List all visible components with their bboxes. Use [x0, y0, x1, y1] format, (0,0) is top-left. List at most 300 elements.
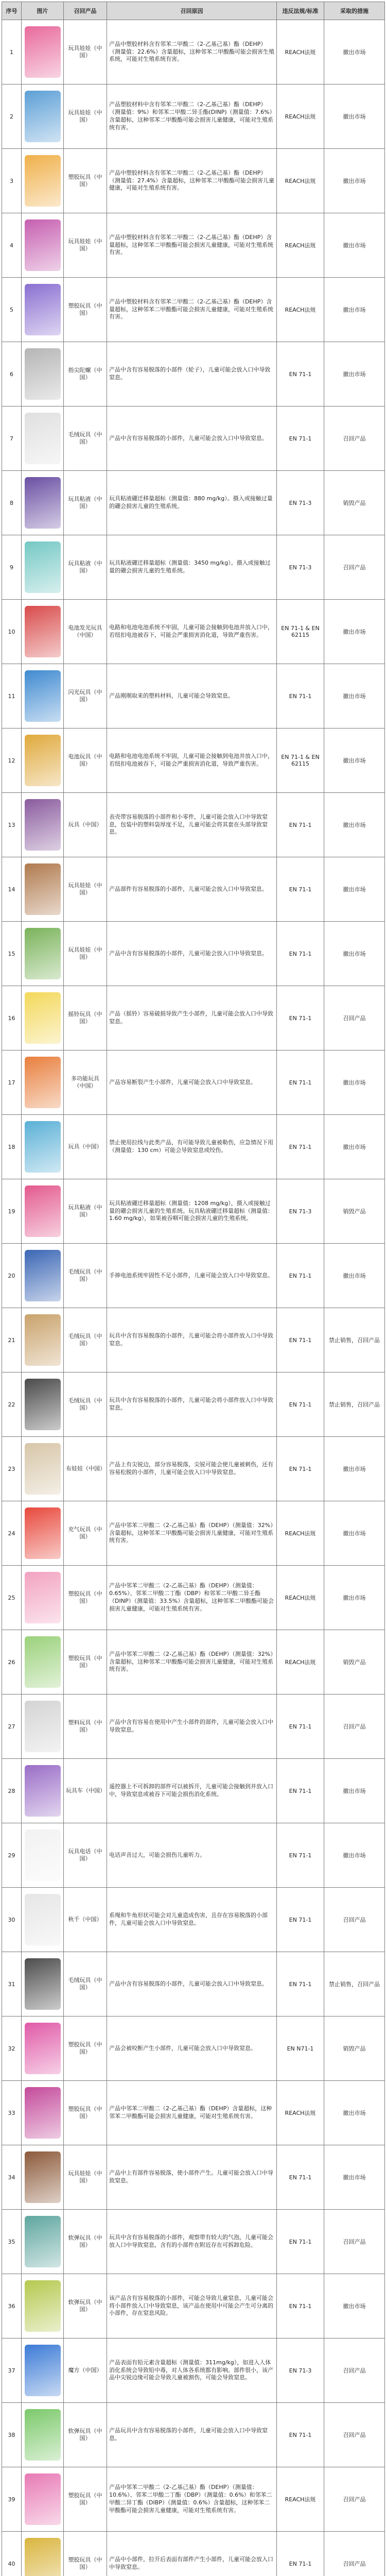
product-image-cell [22, 2467, 64, 2532]
measure-taken: 召回产品 [324, 2210, 385, 2274]
product-name: 塑料玩具（中国） [64, 1694, 107, 1759]
product-image-cell [22, 922, 64, 986]
violated-standard: EN 71-1 [277, 1437, 324, 1501]
table-row [2, 1437, 385, 1501]
row-number: 35 [2, 2210, 22, 2274]
row-number: 32 [2, 2016, 22, 2081]
header-row [2, 2, 385, 20]
product-name: 软弹玩具（中国） [64, 2274, 107, 2338]
table-row [2, 857, 385, 922]
measure-taken: 撤出市场 [324, 1759, 385, 1823]
product-image-cell [22, 1501, 64, 1566]
recall-reason: 玩具粘液硼迁移量超标（测量值：3450 mg/kg）。摄入或接触过量的硼会损害儿童的生殖系统。 [107, 535, 277, 600]
product-name: 秋千（中国） [64, 1888, 107, 1952]
product-name: 毛绒玩具（中国） [64, 1244, 107, 1308]
product-name: 魔方（中国） [64, 2338, 107, 2403]
violated-standard: REACH法规 [277, 2081, 324, 2145]
violated-standard: REACH法规 [277, 1501, 324, 1566]
product-photo [25, 541, 61, 593]
violated-standard: EN 71-1 [277, 664, 324, 728]
product-photo [25, 928, 61, 979]
table-row [2, 986, 385, 1050]
product-name: 玩具电话（中国） [64, 1823, 107, 1888]
table-row [2, 1115, 385, 1179]
violated-standard: EN 71-1 [277, 2210, 324, 2274]
product-photo [25, 1636, 61, 1688]
row-number: 12 [2, 728, 22, 793]
measure-taken: 撤出市场 [324, 20, 385, 84]
recall-reason: 产品中塑胶材料含有邻苯二甲酸二（2-乙基己基）酯（DEHP）（测量值：22.6%）含量超标，这种邻苯二甲酸酯可能会损害生殖系统，可能对生殖系统有害。 [107, 20, 277, 84]
measure-taken: 禁止销售，召回产品 [324, 1952, 385, 2016]
product-photo [25, 2151, 61, 2203]
product-name: 多功能玩具（中国） [64, 1050, 107, 1115]
product-photo [25, 1765, 61, 1817]
product-name: 电池玩具（中国） [64, 728, 107, 793]
product-name: 塑胶玩具（中国） [64, 149, 107, 213]
header-standard: 违反法规/标准 [277, 2, 324, 20]
product-image-cell [22, 1888, 64, 1952]
recall-reason: 产品中上有部件容易脱落，使小部件产生。儿童可能会放入口中导致窒息。 [107, 2145, 277, 2210]
row-number: 13 [2, 793, 22, 857]
violated-standard: EN 71-1 [277, 2532, 324, 2576]
recall-reason: 玩具中含有容易脱落的小部件，儿童可能会将小部件放入口中导致窒息。 [107, 1308, 277, 1372]
row-number: 15 [2, 922, 22, 986]
product-name: 毛绒玩具（中国） [64, 1952, 107, 2016]
table-row [2, 1308, 385, 1372]
product-photo [25, 413, 61, 464]
table-row [2, 1179, 385, 1244]
product-name: 毛绒玩具（中国） [64, 1372, 107, 1437]
product-photo [25, 2216, 61, 2267]
product-image-cell [22, 1630, 64, 1694]
recall-reason: 产品中塑胶材料含有邻苯二甲酸二（2-乙基己基）酯（DEHP）含量超标，这种邻苯二甲酸酯可能会损害儿童健康，可能对生殖系统有害。 [107, 213, 277, 278]
table-row [2, 2403, 385, 2467]
product-photo [25, 2345, 61, 2396]
row-number: 18 [2, 1115, 22, 1179]
product-photo [25, 2473, 61, 2525]
recall-reason: 手捧电池系统牢固性不足小部件，儿童可能会放入口中导致窒息。 [107, 1244, 277, 1308]
header-name: 召回产品 [64, 2, 107, 20]
product-name: 软弹玩具（中国） [64, 2403, 107, 2467]
violated-standard: REACH法规 [277, 278, 324, 342]
product-photo [25, 26, 61, 78]
violated-standard: REACH法规 [277, 20, 324, 84]
measure-taken: 撤出市场 [324, 600, 385, 664]
row-number: 29 [2, 1823, 22, 1888]
product-name: 玩具粘液（中国） [64, 471, 107, 535]
product-photo [25, 1379, 61, 1430]
measure-taken: 召回产品 [324, 986, 385, 1050]
product-image-cell [22, 471, 64, 535]
violated-standard: EN 71-1 [277, 1823, 324, 1888]
product-name: 玩具娃娃（中国） [64, 213, 107, 278]
recall-reason: 电路和电池电池系统不牢固，儿童可能会接触到电池并放入口中，若纽扣电池被吞下，可能会严重损害消化道，导致严重伤害。 [107, 600, 277, 664]
table-row [2, 1888, 385, 1952]
recall-reason: 产品中邻苯二甲酸二（2-乙基己基）酯（DEHP）含量超标，这种邻苯二甲酸酯可能会损害儿童健康，可能对生殖系统有害。 [107, 2081, 277, 2145]
product-photo [25, 1958, 61, 2010]
recall-table [2, 2, 385, 2576]
table-row [2, 406, 385, 471]
product-photo [25, 1121, 61, 1173]
product-photo [25, 992, 61, 1044]
table-row [2, 2274, 385, 2338]
row-number: 27 [2, 1694, 22, 1759]
product-name: 闪光玩具（中国） [64, 664, 107, 728]
table-row [2, 2467, 385, 2532]
product-name: 玩具车（中国） [64, 1759, 107, 1823]
product-photo [25, 1185, 61, 1237]
row-number: 33 [2, 2081, 22, 2145]
table-row [2, 2532, 385, 2576]
row-number: 34 [2, 2145, 22, 2210]
product-name: 塑胶玩具（中国） [64, 2467, 107, 2532]
product-name: 软弹玩具（中国） [64, 2210, 107, 2274]
measure-taken: 撤出市场 [324, 84, 385, 149]
product-image-cell [22, 857, 64, 922]
recall-reason: 该产品含有容易脱落的小部件，可能会导致儿童窒息，儿童可能会将小部件放入口中导致窒息，该产品在使用中可能会产生可分离的小部件，存在窒息风险。 [107, 2274, 277, 2338]
measure-taken: 撤出市场 [324, 1501, 385, 1566]
header-action: 采取的措施 [324, 2, 385, 20]
product-photo [25, 1507, 61, 1559]
product-photo [25, 670, 61, 722]
table-row [2, 1050, 385, 1115]
violated-standard: EN 71-1 & EN 62115 [277, 728, 324, 793]
table-row [2, 728, 385, 793]
product-photo [25, 155, 61, 207]
product-name: 塑胶玩具（中国） [64, 2081, 107, 2145]
header-no: 序号 [2, 2, 22, 20]
measure-taken: 撤出市场 [324, 728, 385, 793]
row-number: 39 [2, 2467, 22, 2532]
measure-taken: 撤出市场 [324, 664, 385, 728]
table-row [2, 2081, 385, 2145]
table-row [2, 149, 385, 213]
recall-reason: 系绳和牛角形状可能会对儿童造成伤害，且存在容易脱落的小部件，儿童可能会放入口中导致窒息。 [107, 1888, 277, 1952]
table-row [2, 1759, 385, 1823]
measure-taken: 撤出市场 [324, 1244, 385, 1308]
recall-reason: 产品中含有容易脱落的小部件，儿童可能会放入口中导致窒息。 [107, 922, 277, 986]
recall-reason: 产品会被咬断产生小部件，儿童可能会放入口中导致窒息。 [107, 2016, 277, 2081]
product-image-cell [22, 2145, 64, 2210]
violated-standard: REACH法规 [277, 149, 324, 213]
table-row [2, 664, 385, 728]
recall-reason: 产品中塑胶材料含有邻苯二甲酸二（2-乙基己基）酯（DEHP）含量超标，这种邻苯二甲酸酯可能会损害儿童健康，可能对生殖系统有害。 [107, 278, 277, 342]
violated-standard: EN 71-1 [277, 1050, 324, 1115]
violated-standard: REACH法规 [277, 213, 324, 278]
product-name: 电池发光玩具（中国） [64, 600, 107, 664]
measure-taken: 撤出市场 [324, 2274, 385, 2338]
recall-reason: 玩具粘液硼迁移量超标（测量值：880 mg/kg）。摄入或接触过量的硼会损害儿童的生殖系统。 [107, 471, 277, 535]
product-image-cell [22, 1115, 64, 1179]
row-number: 20 [2, 1244, 22, 1308]
violated-standard: EN 71-1 [277, 986, 324, 1050]
measure-taken: 销毁产品 [324, 2016, 385, 2081]
product-photo [25, 2538, 61, 2576]
row-number: 8 [2, 471, 22, 535]
recall-reason: 产品上有尖锐边，部分容易脱落，尖锐可能会使儿童被刺伤，还有容易松脱的小部件，儿童可能会放入口中导致窒息。 [107, 1437, 277, 1501]
product-name: 毛绒玩具（中国） [64, 406, 107, 471]
product-photo [25, 799, 61, 851]
product-image-cell [22, 1952, 64, 2016]
product-photo [25, 606, 61, 657]
product-image-cell [22, 213, 64, 278]
row-number: 28 [2, 1759, 22, 1823]
product-name: 塑胶玩具（中国） [64, 2016, 107, 2081]
violated-standard: EN 71-1 [277, 1244, 324, 1308]
product-image-cell [22, 406, 64, 471]
recall-reason: 电路和电池电池系统不牢固，儿童可能会接触到电池并放入口中，若纽扣电池被吞下，可能会严重损害消化道，导致严重伤害。 [107, 728, 277, 793]
product-photo [25, 2409, 61, 2461]
product-photo [25, 2023, 61, 2074]
violated-standard: EN 71-1 [277, 922, 324, 986]
product-image-cell [22, 535, 64, 600]
row-number: 21 [2, 1308, 22, 1372]
product-image-cell [22, 793, 64, 857]
product-image-cell [22, 1437, 64, 1501]
table-row [2, 84, 385, 149]
product-photo [25, 1250, 61, 1301]
product-photo [25, 91, 61, 142]
measure-taken: 撤出市场 [324, 1437, 385, 1501]
violated-standard: EN 71-1 [277, 1888, 324, 1952]
violated-standard: EN 71-1 [277, 1759, 324, 1823]
product-photo [25, 1314, 61, 1366]
recall-reason: 产品玩具中含有容易脱落的小部件，儿童可能会放入口中导致窒息。 [107, 2403, 277, 2467]
measure-taken: 召回产品 [324, 2532, 385, 2576]
product-photo [25, 735, 61, 786]
measure-taken: 召回产品 [324, 2338, 385, 2403]
table-row [2, 1952, 385, 2016]
violated-standard: EN 71-3 [277, 535, 324, 600]
product-name: 摇铃玩具（中国） [64, 986, 107, 1050]
measure-taken: 撤出市场 [324, 213, 385, 278]
product-photo [25, 2280, 61, 2332]
measure-taken: 禁止销售，召回产品 [324, 1308, 385, 1372]
measure-taken: 撤出市场 [324, 2145, 385, 2210]
product-name: 玩具娃娃（中国） [64, 922, 107, 986]
measure-taken: 销毁产品 [324, 1179, 385, 1244]
product-image-cell [22, 342, 64, 406]
product-image-cell [22, 1823, 64, 1888]
row-number: 38 [2, 2403, 22, 2467]
row-number: 5 [2, 278, 22, 342]
violated-standard: EN 71-1 [277, 857, 324, 922]
product-image-cell [22, 2210, 64, 2274]
recall-reason: 产品容易断裂产生小部件，儿童可能会放入口中导致窒息。 [107, 1050, 277, 1115]
table-row [2, 2145, 385, 2210]
recall-reason: 产品刚刚取来的塑料材料，儿童可能会导致窒息。 [107, 664, 277, 728]
table-row [2, 1372, 385, 1437]
product-image-cell [22, 149, 64, 213]
table-row [2, 2338, 385, 2403]
product-name: 玩具（中国） [64, 793, 107, 857]
recall-reason: 产品（摇铃）容易破损导致产生小部件，儿童可能会放入口中导致窒息。 [107, 986, 277, 1050]
table-row [2, 278, 385, 342]
violated-standard: EN 71-3 [277, 2338, 324, 2403]
row-number: 14 [2, 857, 22, 922]
recall-reason: 产品中含有容易脱落的小部件（轮子），儿童可能会放入口中导致窒息。 [107, 342, 277, 406]
product-image-cell [22, 2532, 64, 2576]
row-number: 19 [2, 1179, 22, 1244]
table-row [2, 1823, 385, 1888]
measure-taken: 禁止销售，召回产品 [324, 1372, 385, 1437]
violated-standard: REACH法规 [277, 84, 324, 149]
measure-taken: 撤出市场 [324, 1823, 385, 1888]
product-name: 玩具娃娃（中国） [64, 20, 107, 84]
measure-taken: 撤出市场 [324, 1050, 385, 1115]
recall-reason: 产品中含有容易在使用中产生小部件的部件，儿童可能会放入口中导致窒息。 [107, 1694, 277, 1759]
product-image-cell [22, 84, 64, 149]
row-number: 22 [2, 1372, 22, 1437]
violated-standard: EN 71-1 [277, 1308, 324, 1372]
measure-taken: 销毁产品 [324, 1630, 385, 1694]
header-image: 图片 [22, 2, 64, 20]
violated-standard: REACH法规 [277, 1566, 324, 1630]
measure-taken: 召回产品 [324, 2403, 385, 2467]
violated-standard: EN 71-3 [277, 471, 324, 535]
product-image-cell [22, 600, 64, 664]
violated-standard: EN N71-1 [277, 2016, 324, 2081]
product-image-cell [22, 1244, 64, 1308]
row-number: 10 [2, 600, 22, 664]
product-photo [25, 284, 61, 335]
product-image-cell [22, 2403, 64, 2467]
product-name: 毛绒玩具（中国） [64, 1308, 107, 1372]
product-name: 布娃娃（中国） [64, 1437, 107, 1501]
row-number: 9 [2, 535, 22, 600]
row-number: 16 [2, 986, 22, 1050]
recall-reason: 产品塑胶材料中含有邻苯二甲酸二（2-乙基己基）酯（DEHP）（测量值：9%）和邻苯二甲酸二异壬酯(DINP)（测量值：7.6%）含量超标，这种邻苯二甲酸酯可能会损害儿童健康，可能对生殖系统有害。 [107, 84, 277, 149]
table-row [2, 213, 385, 278]
measure-taken: 撤出市场 [324, 1115, 385, 1179]
product-image-cell [22, 1050, 64, 1115]
row-number: 4 [2, 213, 22, 278]
recall-reason: 产品中邻苯二甲酸二（2-乙基己基）酯（DEHP）（测量值：32%）含量超标，这种邻苯二甲酸酯可能会损害儿童健康，可能对生殖系统有害。 [107, 1630, 277, 1694]
recall-reason: 产品中含有容易脱落的小部件，儿童可能会放入口中导致窒息。 [107, 406, 277, 471]
measure-taken: 撤出市场 [324, 2081, 385, 2145]
recall-reason: 产品表面有铅元素含量超标（测量值：311mg/kg），如进入人体消化系统会导致铅中毒，对人体各系统都有影响。部件很小，该产品中尖锐边缘可能会导致儿童被割伤，可能会导致窒息。 [107, 2338, 277, 2403]
header-reason: 召回原因 [107, 2, 277, 20]
row-number: 40 [2, 2532, 22, 2576]
measure-taken: 召回产品 [324, 1694, 385, 1759]
row-number: 6 [2, 342, 22, 406]
violated-standard: EN 71-1 [277, 1694, 324, 1759]
table-body [2, 20, 385, 2576]
product-image-cell [22, 2016, 64, 2081]
product-name: 塑胶玩具（中国） [64, 2532, 107, 2576]
row-number: 7 [2, 406, 22, 471]
product-image-cell [22, 664, 64, 728]
product-image-cell [22, 20, 64, 84]
recall-reason: 产品中小部件，拉开后表面有部件产生小部件，儿童可能会放入口中导致窒息。 [107, 2532, 277, 2576]
recall-reason: 产品中塑胶材料含有邻苯二甲酸二（2-乙基己基）酯（DEHP）（测量值：27.4%）含量超标，这种邻苯二甲酸酯可能会损害儿童健康，可能对生殖系统有害。 [107, 149, 277, 213]
recall-reason: 玩具粘液硼迁移量超标（测量值：1208 mg/kg），摄入或接触过量的硼会损害儿童的生殖系统。玩具粘液硼迁移量超标（测量值：1.60 mg/kg），如果被吞咽可能会损害儿童的生殖系统。 [107, 1179, 277, 1244]
product-image-cell [22, 1694, 64, 1759]
measure-taken: 撤出市场 [324, 278, 385, 342]
measure-taken: 撤出市场 [324, 149, 385, 213]
product-name: 塑胶玩具（中国） [64, 1630, 107, 1694]
product-photo [25, 2087, 61, 2139]
violated-standard: EN 71-3 [277, 1179, 324, 1244]
product-name: 玩具粘液（中国） [64, 535, 107, 600]
product-photo [25, 1701, 61, 1752]
table-row [2, 535, 385, 600]
product-name: 玩具（中国） [64, 1115, 107, 1179]
product-photo [25, 863, 61, 915]
product-image-cell [22, 1759, 64, 1823]
violated-standard: EN 71-1 [277, 2403, 324, 2467]
product-name: 指尖陀螺（中国） [64, 342, 107, 406]
row-number: 11 [2, 664, 22, 728]
table-row [2, 793, 385, 857]
measure-taken: 撤出市场 [324, 922, 385, 986]
product-name: 塑胶玩具（中国） [64, 278, 107, 342]
recall-reason: 产品中邻苯二甲酸二（2-乙基己基）酯（DEHP）（测量值：10.6%）、邻苯二甲酸二丁酯（DBP）（测量值：0.6%）和邻苯二甲酸二异丁酯（DIBP）（测量值：0.6%）含量超标，这种邻苯二甲酸酯可能会损害儿童健康，可能对生殖系统有害。 [107, 2467, 277, 2532]
violated-standard: EN 71-1 [277, 2274, 324, 2338]
product-image-cell [22, 1308, 64, 1372]
recall-reason: 玩具中含有容易脱落的小部件，观察带有较大的气泡，儿童可能会放入口中导致窒息，含有的小部件在附近存在可拆卸危险。 [107, 2210, 277, 2274]
table-row [2, 20, 385, 84]
violated-standard: EN 71-1 [277, 1115, 324, 1179]
table-row [2, 471, 385, 535]
product-name: 玩具粘液（中国） [64, 1179, 107, 1244]
row-number: 23 [2, 1437, 22, 1501]
measure-taken: 召回产品 [324, 406, 385, 471]
recall-reason: 表壳带容易脱落的小部件和小零件，儿童可能会放入口中导致窒息，包装中的塑料袋厚度不足，儿童可能会将其套在头部导致窒息。 [107, 793, 277, 857]
violated-standard: EN 71-1 [277, 2145, 324, 2210]
recall-reason: 禁止使用拉线与此类产品，有可能导致儿童被勒伤，应急情况下用（测量值：130 cm）可能会导致窒息或绞伤。 [107, 1115, 277, 1179]
violated-standard: REACH法规 [277, 2467, 324, 2532]
violated-standard: EN 71-1 & EN 62115 [277, 600, 324, 664]
measure-taken: 撤出市场 [324, 793, 385, 857]
product-name: 塑胶玩具（中国） [64, 1566, 107, 1630]
product-image-cell [22, 1566, 64, 1630]
row-number: 26 [2, 1630, 22, 1694]
table-row [2, 1244, 385, 1308]
product-photo [25, 1829, 61, 1881]
product-image-cell [22, 2274, 64, 2338]
product-photo [25, 1443, 61, 1495]
table-row [2, 600, 385, 664]
recall-reason: 玩具中含有容易脱落的小部件，儿童可能会将小部件放入口中导致窒息。 [107, 1372, 277, 1437]
product-name: 充气玩具（中国） [64, 1501, 107, 1566]
row-number: 30 [2, 1888, 22, 1952]
violated-standard: REACH法规 [277, 1630, 324, 1694]
table-row [2, 1630, 385, 1694]
row-number: 1 [2, 20, 22, 84]
row-number: 25 [2, 1566, 22, 1630]
product-photo [25, 219, 61, 271]
row-number: 24 [2, 1501, 22, 1566]
recall-reason: 电话声音过大，可能会损伤儿童听力。 [107, 1823, 277, 1888]
recall-reason: 产品中邻苯二甲酸二（2-乙基己基）酯（DEHP）（测量值：0.65%）、邻苯二甲酸二丁酯（DBP）和邻苯二甲酸二异壬酯（DINP）（测量值：33.5%）含量超标，这种邻苯二甲酸酯可能会损害儿童健康，可能对生殖系统有害。 [107, 1566, 277, 1630]
measure-taken: 撤出市场 [324, 1566, 385, 1630]
row-number: 31 [2, 1952, 22, 2016]
table-row [2, 2210, 385, 2274]
product-photo [25, 348, 61, 400]
product-name: 玩具娃娃（中国） [64, 857, 107, 922]
measure-taken: 撤出市场 [324, 342, 385, 406]
product-name: 玩具娃娃（中国） [64, 84, 107, 149]
product-image-cell [22, 2081, 64, 2145]
violated-standard: EN 71-1 [277, 406, 324, 471]
product-image-cell [22, 1372, 64, 1437]
violated-standard: EN 71-1 [277, 342, 324, 406]
product-image-cell [22, 278, 64, 342]
product-image-cell [22, 2338, 64, 2403]
row-number: 3 [2, 149, 22, 213]
table-row [2, 342, 385, 406]
